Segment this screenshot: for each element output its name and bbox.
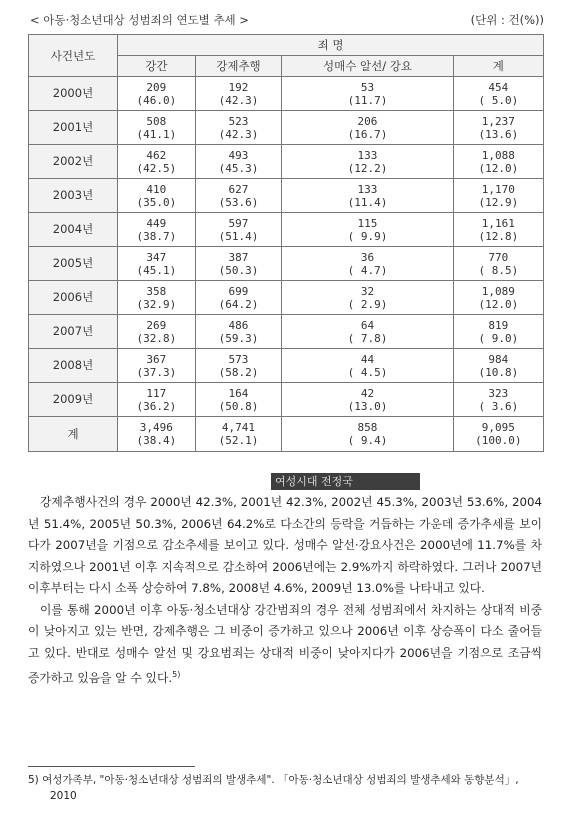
- table-cell: [453, 281, 543, 315]
- table-cell: [282, 213, 453, 247]
- cell-percent: ( 8.5): [478, 263, 519, 277]
- column-header-prostitution: 성매수 알선/ 강요: [282, 56, 453, 77]
- table-cell: [195, 213, 282, 247]
- table-row: [29, 315, 544, 349]
- cell-count: 117: [146, 386, 167, 400]
- row-year-label: 2007년: [29, 315, 118, 349]
- cell-count: 42: [360, 386, 375, 400]
- table-row: [29, 179, 544, 213]
- table-cell: [453, 383, 543, 417]
- table-row: [29, 417, 544, 452]
- cell-count: 1,089: [481, 284, 515, 298]
- table-cell: [118, 77, 196, 111]
- table-cell: [453, 349, 543, 383]
- row-year-label: 2004년: [29, 213, 118, 247]
- table-cell: [118, 383, 196, 417]
- cell-count: 858: [357, 421, 378, 434]
- table-row: [29, 247, 544, 281]
- cell-percent: (42.3): [218, 127, 259, 141]
- cell-percent: ( 4.7): [347, 263, 388, 277]
- table-cell: [282, 281, 453, 315]
- table-cell: [118, 281, 196, 315]
- row-year-label: 2009년: [29, 383, 118, 417]
- cell-count: 4,741: [221, 421, 256, 434]
- row-year-label: 2008년: [29, 349, 118, 383]
- cell-percent: (32.8): [136, 331, 177, 345]
- cell-count: 269: [146, 318, 167, 332]
- table-cell: [118, 213, 196, 247]
- footnote-text: 여성가족부, "아동·청소년대상 성범죄의 발생추세". 「아동·청소년대상 성범죄의 발생추세와 동향분석」, 2010: [42, 774, 519, 802]
- cell-count: 53: [360, 80, 375, 94]
- table-cell: [453, 111, 543, 145]
- cell-percent: (64.2): [218, 297, 259, 311]
- table-cell: [118, 145, 196, 179]
- cell-percent: (50.3): [218, 263, 259, 277]
- cell-count: 1,161: [481, 216, 515, 230]
- cell-count: 164: [228, 386, 249, 400]
- table-cell: [195, 111, 282, 145]
- footnote: [28, 772, 542, 804]
- cell-percent: (37.3): [136, 365, 177, 379]
- cell-percent: (12.8): [478, 229, 519, 243]
- table-cell: [195, 77, 282, 111]
- cell-count: 1,170: [481, 182, 515, 196]
- table-cell: [453, 417, 543, 452]
- cell-percent: (10.8): [478, 365, 519, 379]
- year-column-header: 사건년도: [29, 35, 118, 77]
- cell-percent: (53.6): [218, 195, 259, 209]
- cell-percent: (50.8): [218, 399, 259, 413]
- cell-percent: (38.4): [136, 434, 177, 447]
- table-caption: [30, 12, 544, 28]
- cell-percent: (32.9): [136, 297, 177, 311]
- paragraph-1: 강제추행사건의 경우 2000년 42.3%, 2001년 42.3%, 2002년 45.3%, 2003년 53.6%, 2004년 51.4%, 2005년 50.3%, 2006년 64.2%로 다소간의 등락을 거듭하는 가운데 증가추세를 보이다가 2007년을 기점으로 감소추세를 보이고 있다. 성매수 알선·강요사건은 2000년에 11.7%를 차지하였으나 2001년 이후 지속적으로 감소하여 2006년에는 2.9%까지 하락하였다. 그러나 2007년 이후부터는 다시 소폭 상승하여 7.8%, 2008년 4.6%, 2009년 13.0%를 나타내고 있다.: [28, 495, 542, 595]
- table-cell: [118, 417, 196, 452]
- cell-count: 358: [146, 284, 167, 298]
- table-row: [29, 111, 544, 145]
- cell-percent: (12.0): [478, 297, 519, 311]
- table-cell: [118, 179, 196, 213]
- table-cell: [453, 179, 543, 213]
- cell-count: 573: [228, 352, 249, 366]
- table-row: [29, 145, 544, 179]
- cell-count: 1,237: [481, 114, 515, 128]
- cell-percent: (12.9): [478, 195, 519, 209]
- table-cell: [195, 247, 282, 281]
- table-cell: [118, 111, 196, 145]
- cell-percent: (11.7): [347, 93, 388, 107]
- cell-count: 323: [488, 386, 509, 400]
- row-year-label: 2001년: [29, 111, 118, 145]
- cell-percent: (45.3): [218, 161, 259, 175]
- cell-count: 367: [146, 352, 167, 366]
- table-cell: [453, 77, 543, 111]
- cell-count: 819: [488, 318, 509, 332]
- table-cell: [282, 77, 453, 111]
- table-row: [29, 77, 544, 111]
- cell-count: 44: [360, 352, 375, 366]
- cell-count: 627: [228, 182, 249, 196]
- table-row: [29, 213, 544, 247]
- cell-count: 133: [357, 182, 378, 196]
- cell-percent: ( 9.4): [347, 434, 388, 447]
- cell-count: 347: [146, 250, 167, 264]
- table-row: [29, 281, 544, 315]
- cell-count: 133: [357, 148, 378, 162]
- table-cell: [282, 179, 453, 213]
- cell-percent: (100.0): [475, 434, 522, 447]
- cell-percent: (52.1): [218, 434, 259, 447]
- cell-percent: (58.2): [218, 365, 259, 379]
- cell-percent: ( 4.5): [347, 365, 388, 379]
- table-cell: [195, 281, 282, 315]
- table-cell: [282, 145, 453, 179]
- table-cell: [118, 349, 196, 383]
- cell-count: 508: [146, 114, 167, 128]
- cell-count: 449: [146, 216, 167, 230]
- table-cell: [195, 145, 282, 179]
- table-cell: [282, 247, 453, 281]
- cell-count: 36: [360, 250, 375, 264]
- cell-count: 984: [488, 352, 509, 366]
- cell-percent: (51.4): [218, 229, 259, 243]
- cell-percent: ( 3.6): [478, 399, 519, 413]
- cell-percent: ( 5.0): [478, 93, 519, 107]
- cell-percent: ( 9.9): [347, 229, 388, 243]
- cell-percent: (59.3): [218, 331, 259, 345]
- table-cell: [195, 315, 282, 349]
- table-row: [29, 383, 544, 417]
- cell-count: 410: [146, 182, 167, 196]
- table-cell: [282, 383, 453, 417]
- cell-percent: (11.4): [347, 195, 388, 209]
- cell-count: 387: [228, 250, 249, 264]
- row-year-label: 2002년: [29, 145, 118, 179]
- body-text: [28, 492, 542, 689]
- cell-percent: (13.0): [347, 399, 388, 413]
- table-cell: [282, 349, 453, 383]
- cell-percent: (45.1): [136, 263, 177, 277]
- cell-percent: ( 9.0): [478, 331, 519, 345]
- row-year-label: 2006년: [29, 281, 118, 315]
- cell-count: 770: [488, 250, 509, 264]
- table-cell: [282, 111, 453, 145]
- cell-count: 493: [228, 148, 249, 162]
- cell-percent: ( 7.8): [347, 331, 388, 345]
- row-year-label: 2003년: [29, 179, 118, 213]
- row-year-label: 2000년: [29, 77, 118, 111]
- table-cell: [118, 247, 196, 281]
- crime-trend-table: [28, 34, 544, 452]
- watermark-label: 여성시대 전정국: [271, 473, 420, 490]
- cell-percent: (38.7): [136, 229, 177, 243]
- table-cell: [282, 417, 453, 452]
- cell-count: 486: [228, 318, 249, 332]
- row-year-label: 계: [29, 417, 118, 452]
- cell-percent: (12.2): [347, 161, 388, 175]
- cell-percent: (12.0): [478, 161, 519, 175]
- cell-count: 9,095: [481, 421, 515, 434]
- cell-percent: (36.2): [136, 399, 177, 413]
- cell-count: 699: [228, 284, 249, 298]
- table-cell: [195, 179, 282, 213]
- cell-count: 597: [228, 216, 249, 230]
- column-header-rape: 강간: [118, 56, 196, 77]
- row-year-label: 2005년: [29, 247, 118, 281]
- cell-percent: (42.3): [218, 93, 259, 107]
- cell-count: 462: [146, 148, 167, 162]
- cell-count: 523: [228, 114, 249, 128]
- cell-count: 32: [360, 284, 375, 298]
- table-cell: [453, 315, 543, 349]
- table-cell: [195, 383, 282, 417]
- cell-percent: (16.7): [347, 127, 388, 141]
- table-cell: [118, 315, 196, 349]
- footnote-divider: [28, 766, 195, 767]
- table-cell: [195, 417, 282, 452]
- cell-percent: ( 2.9): [347, 297, 388, 311]
- cell-count: 115: [357, 216, 378, 230]
- footnote-marker: 5): [28, 774, 39, 786]
- cell-count: 64: [360, 318, 375, 332]
- paragraph-2: [28, 600, 542, 690]
- cell-count: 3,496: [139, 421, 173, 434]
- cell-count: 206: [357, 114, 378, 128]
- cell-percent: (35.0): [136, 195, 177, 209]
- cell-count: 192: [228, 80, 249, 94]
- cell-percent: (41.1): [136, 127, 177, 141]
- column-header-indecent-assault: 강제추행: [195, 56, 282, 77]
- column-header-total: 계: [453, 56, 543, 77]
- table-cell: [195, 349, 282, 383]
- table-cell: [453, 247, 543, 281]
- footnote-reference[interactable]: 5): [172, 670, 181, 679]
- table-unit: (단위 : 건(%)): [470, 13, 544, 27]
- table-cell: [453, 145, 543, 179]
- cell-percent: (46.0): [136, 93, 177, 107]
- paragraph-2-text: 이를 통해 2000년 이후 아동·청소년대상 강간범죄의 경우 전체 성범죄에서 차지하는 상대적 비중이 낮아지고 있는 반면, 강제추행은 그 비중이 증가하고 있으나 2006년 이후 상승폭이 다소 줄어들고 있다. 반대로 성매수 알선 및 강요범죄는 상대적 비중이 낮아지다가 2006년을 기점으로 조금씩 증가하고 있음을 알 수 있다.: [28, 602, 542, 685]
- cell-count: 209: [146, 80, 167, 94]
- cell-count: 1,088: [481, 148, 515, 162]
- cell-count: 454: [488, 80, 509, 94]
- cell-percent: (13.6): [478, 127, 519, 141]
- table-title: < 아동·청소년대상 성범죄의 연도별 추세 >: [30, 13, 249, 27]
- table-cell: [453, 213, 543, 247]
- table-row: [29, 349, 544, 383]
- cell-percent: (42.5): [136, 161, 177, 175]
- crime-group-header: 죄 명: [118, 35, 544, 56]
- table-body: [29, 77, 544, 452]
- table-cell: [282, 315, 453, 349]
